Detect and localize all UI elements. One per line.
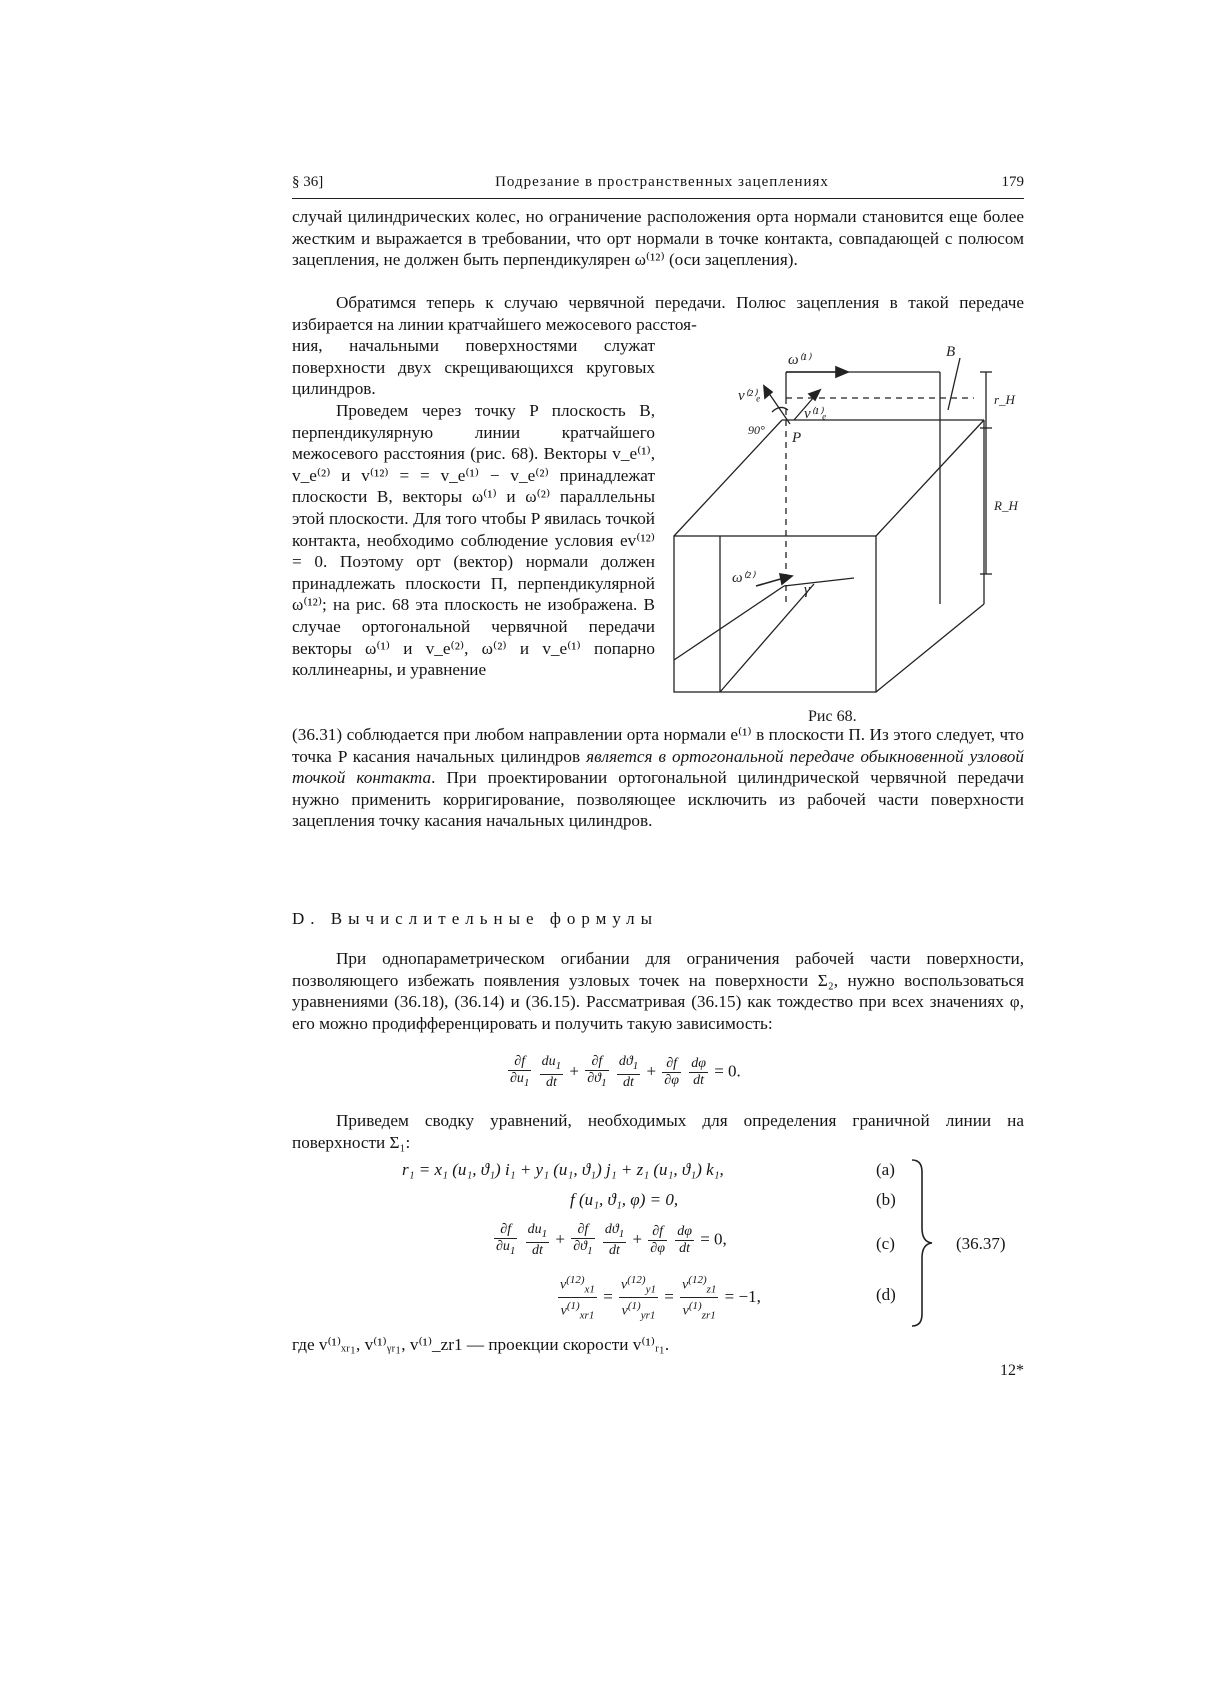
equation-a-label: (a) bbox=[876, 1160, 895, 1179]
equation-d-tail: = −1, bbox=[724, 1286, 761, 1306]
equation-a: r₁ = x₁ (u₁, ϑ₁) i₁ + y₁ (u₁, ϑ₁) j₁ + z₁ (u₁, ϑ₁) k₁, bbox=[402, 1160, 724, 1179]
fig-label-ve1: v⁽¹⁾ₑ bbox=[804, 406, 827, 422]
running-title: Подрезание в пространственных зацеплениях bbox=[495, 174, 829, 190]
section-number: § 36] bbox=[292, 174, 324, 190]
equation-b: f (u₁, ϑ₁, φ) = 0, bbox=[570, 1190, 679, 1209]
equation-c-label: (c) bbox=[876, 1234, 895, 1253]
paragraph-5: Приведем сводку уравнений, необходимых для определения граничной линии на поверхности Σ₁: bbox=[292, 1111, 1024, 1152]
final-line: где v⁽¹⁾ₓᵣ₁, v⁽¹⁾ᵧᵣ₁, v⁽¹⁾_zr1 — проекции скорости v⁽¹⁾ᵣ₁. bbox=[292, 1335, 670, 1354]
fig-label-omega2: ω⁽²⁾ bbox=[732, 570, 755, 586]
paragraph-2-cont: ния, начальными поверхностями служат поверхности двух скрещивающихся круговых цилиндров. bbox=[292, 336, 655, 399]
equation-c: $\frac{\partial f}{\partial u_1}$ $\frac{du_1}{dt}$ + $\frac{\partial f}{\partial ϑ_1}$ $\frac{dϑ_1}{dt}$ + $\frac{\partial f}{\partial\varphi}$ $\frac{d\varphi}{dt}$ = 0, bbox=[496, 1222, 727, 1258]
section-heading: D. Вычислительные формулы bbox=[292, 909, 659, 928]
paragraph-1: случай цилиндрических колес, но ограничение расположения орта нормали становится еще более жестким и выражается в требовании, что орт нормали в точке контакта, совпадающей с полюсом зацепления, не должен быть перпендикулярен ω⁽¹²⁾ (оси зацепления). bbox=[292, 207, 1024, 270]
paragraph-3-text-a: (36.31) соблюдается при любом направлении орта нормали e⁽¹⁾ в плоскости П. Из этого следует, что точка P касания начальных цилиндров bbox=[292, 725, 1024, 766]
fig-label-gamma: γ bbox=[804, 582, 810, 598]
figure-68 bbox=[664, 344, 1034, 700]
paragraph-2: Обратимся теперь к случаю червячной передачи. Полюс зацепления в такой передаче избирается на линии кратчайшего межосевого расстоя- bbox=[292, 293, 1024, 334]
paragraph-3: Проведем через точку P плоскость B, перпендикулярную линии кратчайшего межосевого расстояния (рис. 68). Векторы v_e⁽¹⁾, v_e⁽²⁾ и v⁽¹²⁾ = = v_e⁽¹⁾ − v_e⁽²⁾ принадлежат плоскости B, векторы ω⁽¹⁾ и ω⁽²⁾ параллельны этой плоскости. Для того чтобы P явилась точкой контакта, необходимо соблюдение условия ev⁽¹²⁾ = 0. Поэтому орт (вектор) нормали должен принадлежать плоскости П, перпендикулярной ω⁽¹²⁾; на рис. 68 эта плоскость не изображена. В случае ортогональной червячной передачи векторы ω⁽¹⁾ и v_e⁽²⁾, ω⁽²⁾ и v_e⁽¹⁾ попарно коллинеарны, и уравнение bbox=[292, 401, 655, 680]
equation-d-label: (d) bbox=[876, 1285, 896, 1304]
fig-label-P: P bbox=[792, 430, 802, 446]
paragraph-3-text-b: . При проектировании ортогональной цилиндрической червячной передачи нужно применить корригирование, позволяющее исключить из рабочей части поверхности зацепления точку касания начальных цилиндров. bbox=[292, 768, 1024, 831]
equation-derivative: $\frac{\partial f}{\partial u_1}$ $\frac{du_1}{dt}$ + $\frac{\partial f}{\partial ϑ_1}$ $\frac{dϑ_1}{dt}$ + $\frac{\partial f}{\partial\varphi}$ $\frac{d\varphi}{dt}$ = 0. bbox=[510, 1054, 741, 1090]
system-equation-number: (36.37) bbox=[956, 1234, 1006, 1253]
fig-label-angle: 90° bbox=[748, 423, 765, 437]
signature-mark: 12* bbox=[1000, 1362, 1024, 1379]
paragraph-3-cont bbox=[292, 724, 1024, 832]
fig-label-rh: r_H bbox=[994, 392, 1015, 407]
page-number: 179 bbox=[1001, 174, 1024, 190]
paragraph-4: При однопараметрическом огибании для ограничения рабочей части поверхности, позволяющего избежать появления узловых точек на поверхности Σ₂, нужно воспользоваться уравнениями (36.18), (36.14) и (36.15). Рассматривая (36.15) как тождество при всех значениях φ, его можно продифференцировать и получить такую зависимость: bbox=[292, 949, 1024, 1033]
fig-label-ve2: v⁽²⁾ₑ bbox=[738, 388, 761, 404]
paragraph-3-italic: является в ортогональной передаче обыкновенной узловой точкой контакта bbox=[292, 746, 1024, 788]
fig-label-Rh: R_H bbox=[994, 498, 1018, 513]
fig-label-B: B bbox=[946, 344, 956, 360]
running-header bbox=[292, 172, 1024, 199]
equation-b-label: (b) bbox=[876, 1190, 896, 1209]
system-brace bbox=[908, 1158, 938, 1328]
equation-d: $\frac{v^{(12)}_{x1}}{v^{(1)}_{xr1}}$ = $\frac{v^{(12)}_{y1}}{v^{(1)}_{yr1}}$ = $\frac{v^{(12)}_{z1}}{v^{(1)}_{zr1}}$ = −1, bbox=[560, 1274, 761, 1322]
fig-label-omega1: ω⁽¹⁾ bbox=[788, 352, 811, 368]
figure-caption: Рис 68. bbox=[808, 708, 857, 725]
